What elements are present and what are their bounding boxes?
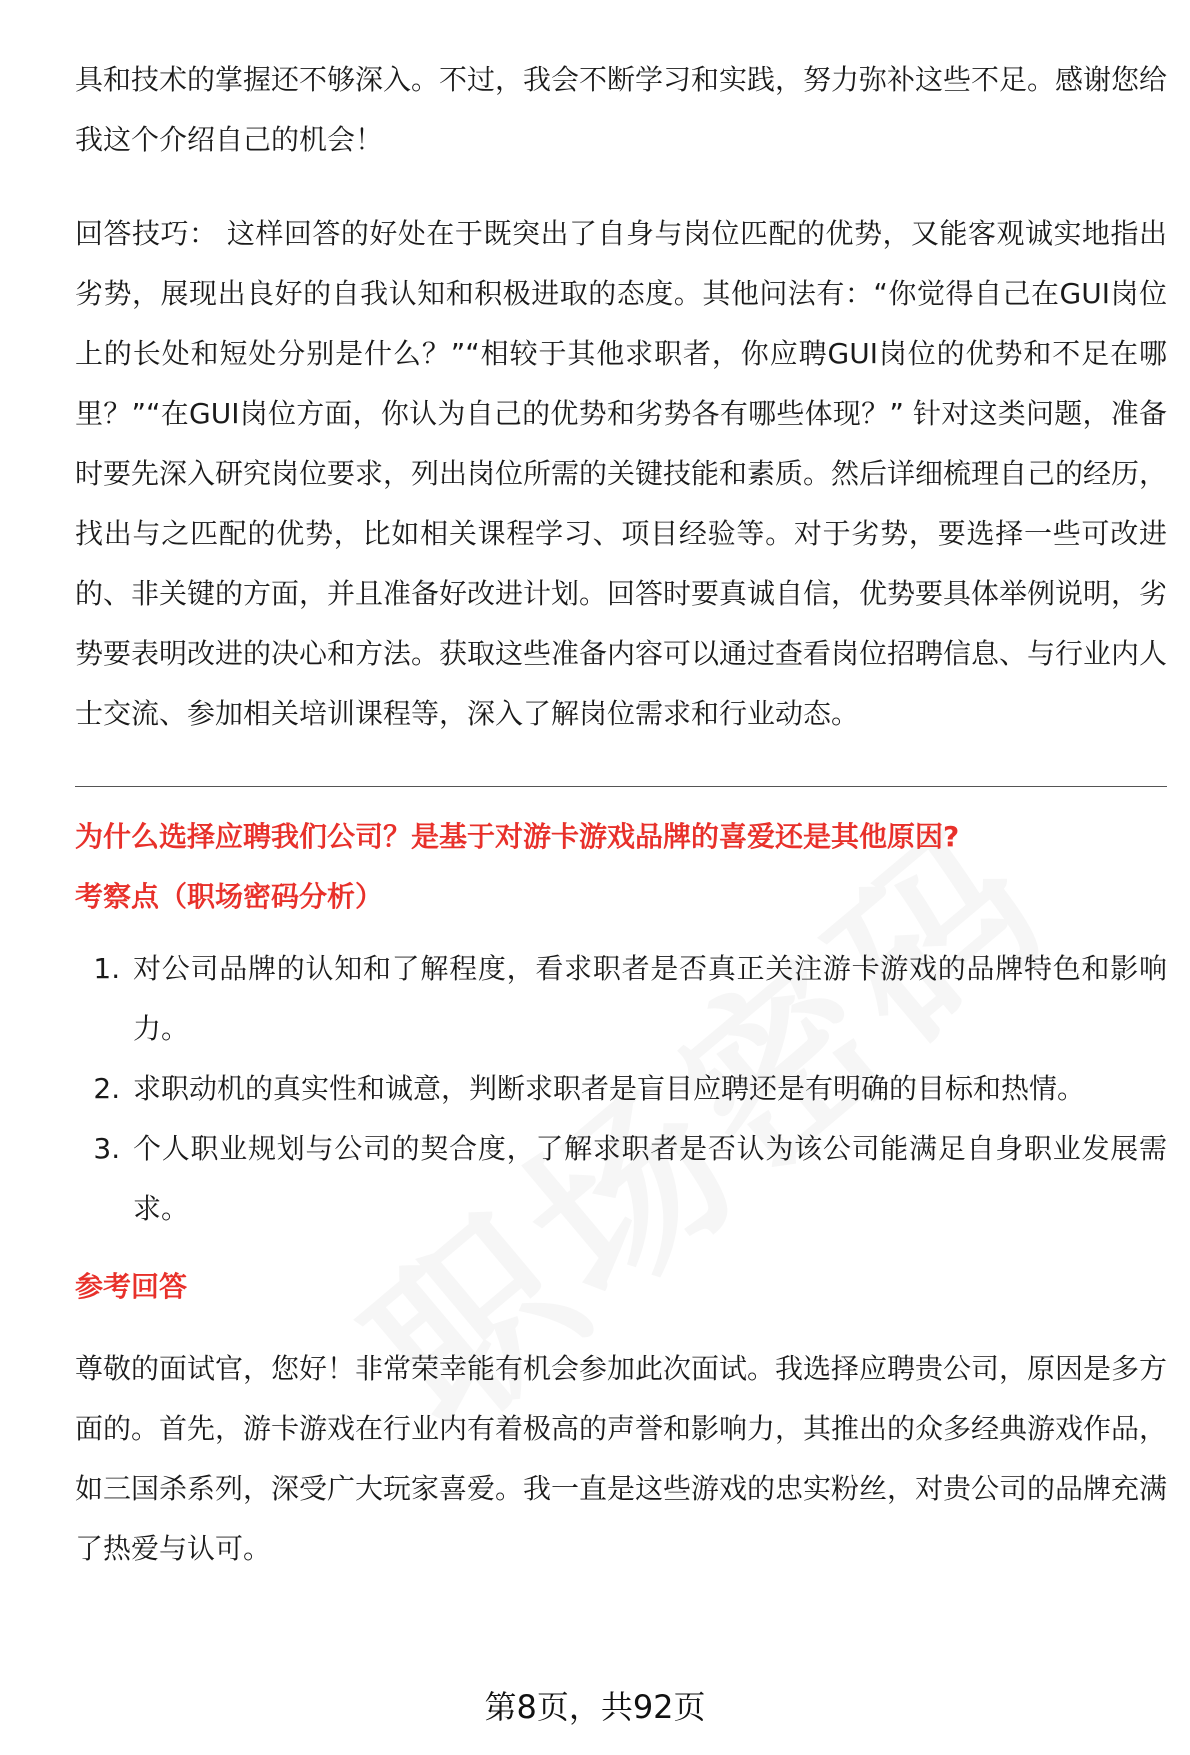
answer-tips-paragraph: 回答技巧： 这样回答的好处在于既突出了自身与岗位匹配的优势，又能客观诚实地指出劣势，展现出良好的自我认知和积极进取的态度。其他问法有：“你觉得自己在GUI岗位上的长处和短处分别是什么？”“相较于其他求职者，你应聘GUI岗位的优势和不足在哪里？”“在GUI岗位方面，你认为自己的优势和劣势各有哪些体现？” 针对这类问题，准备时要先深入研究岗位要求，列出岗位所需的关键技能和素质。然后详细梳理自己的经历，找出与之匹配的优势，比如相关课程学习、项目经验等。对于劣势，要选择一些可改进的、非关键的方面，并且准备好改进计划。回答时要真诚自信，优势要具体举例说明，劣势要表明改进的决心和方法。获取这些准备内容可以通过查看岗位招聘信息、与行业内人士交流、参加相关培训课程等，深入了解岗位需求和行业动态。 <box>75 217 1168 730</box>
focus-points-list <box>75 939 1167 1239</box>
section-divider <box>75 786 1167 787</box>
reference-answer-heading: 参考回答 <box>75 1270 188 1303</box>
list-item: 2. 求职动机的真实性和诚意，判断求职者是盲目应聘还是有明确的目标和热情。 <box>129 1059 1167 1119</box>
focus-heading: 考察点（职场密码分析） <box>75 880 384 913</box>
question-title: 为什么选择应聘我们公司？是基于对游卡游戏品牌的喜爱还是其他原因? <box>75 820 960 853</box>
document-page <box>75 50 1167 1579</box>
list-item: 1. 对公司品牌的认知和了解程度，看求职者是否真正关注游卡游戏的品牌特色和影响力。 <box>129 939 1167 1059</box>
page-number: 第8页，共92页 <box>484 1688 706 1726</box>
list-item: 3. 个人职业规划与公司的契合度，了解求职者是否认为该公司能满足自身职业发展需求。 <box>129 1119 1167 1239</box>
intro-continuation: 具和技术的掌握还不够深入。不过，我会不断学习和实践，努力弥补这些不足。感谢您给我这个介绍自己的机会！ <box>75 63 1168 156</box>
reference-answer-text: 尊敬的面试官，您好！非常荣幸能有机会参加此次面试。我选择应聘贵公司，原因是多方面的。首先，游卡游戏在行业内有着极高的声誉和影响力，其推出的众多经典游戏作品，如三国杀系列，深受广大玩家喜爱。我一直是这些游戏的忠实粉丝，对贵公司的品牌充满了热爱与认可。 <box>75 1352 1168 1565</box>
